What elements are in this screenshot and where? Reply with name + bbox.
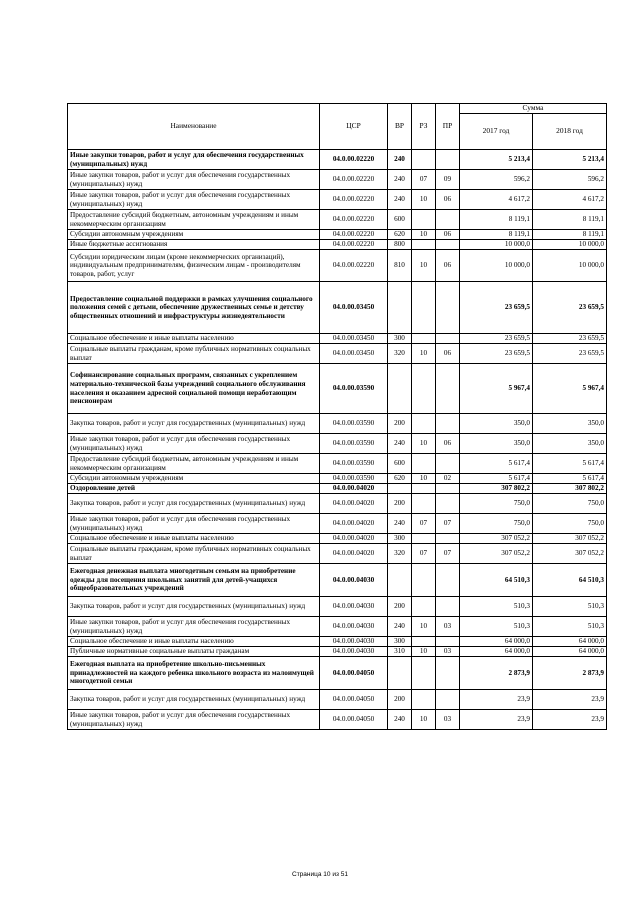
row-csr-cell: 04.0.00.02220	[320, 250, 388, 282]
row-pr-cell	[436, 657, 460, 690]
row-2018-cell: 750,0	[533, 514, 607, 534]
row-2018-cell: 8 119,1	[533, 230, 607, 240]
header-year-2017: 2017 год	[460, 114, 533, 150]
row-rz-cell: 10	[412, 434, 436, 454]
row-csr-cell: 04.0.00.04020	[320, 494, 388, 514]
table-row	[68, 494, 607, 514]
row-rz-cell	[412, 282, 436, 334]
row-2018-cell: 750,0	[533, 494, 607, 514]
row-name-cell: Софинансирование социальных программ, связанных с укреплением материально-технической базы учреждений социального обслуживания населения и оказанием адресной социальной помощи неработающим пенсионерам	[68, 364, 320, 414]
row-vr-cell: 240	[388, 434, 412, 454]
row-vr-cell: 620	[388, 230, 412, 240]
row-rz-cell	[412, 364, 436, 414]
row-2017-cell: 5 617,4	[460, 454, 533, 474]
row-rz-cell	[412, 334, 436, 344]
row-rz-cell: 10	[412, 647, 436, 657]
row-pr-cell	[436, 364, 460, 414]
header-csr: ЦСР	[320, 104, 388, 150]
table-row	[68, 564, 607, 597]
row-name-cell: Публичные нормативные социальные выплаты гражданам	[68, 647, 320, 657]
row-2018-cell: 5 617,4	[533, 454, 607, 474]
table-row	[68, 210, 607, 230]
table-row	[68, 514, 607, 534]
row-2017-cell: 350,0	[460, 414, 533, 434]
row-vr-cell: 200	[388, 690, 412, 710]
row-pr-cell: 06	[436, 230, 460, 240]
row-csr-cell: 04.0.00.03450	[320, 334, 388, 344]
row-pr-cell	[436, 240, 460, 250]
row-csr-cell: 04.0.00.03590	[320, 434, 388, 454]
row-csr-cell: 04.0.00.03450	[320, 344, 388, 364]
row-2018-cell: 64 000,0	[533, 647, 607, 657]
row-csr-cell: 04.0.00.02220	[320, 240, 388, 250]
row-name-cell: Закупка товаров, работ и услуг для государственных (муниципальных) нужд	[68, 597, 320, 617]
row-2017-cell: 510,3	[460, 597, 533, 617]
row-vr-cell: 800	[388, 240, 412, 250]
row-rz-cell	[412, 564, 436, 597]
row-name-cell: Иные бюджетные ассигнования	[68, 240, 320, 250]
row-2018-cell: 4 617,2	[533, 190, 607, 210]
row-2017-cell: 23 659,5	[460, 334, 533, 344]
row-2017-cell: 596,2	[460, 170, 533, 190]
table-row	[68, 150, 607, 170]
row-vr-cell: 200	[388, 414, 412, 434]
table-row	[68, 414, 607, 434]
row-vr-cell	[388, 564, 412, 597]
row-vr-cell	[388, 282, 412, 334]
row-2018-cell: 307 802,2	[533, 484, 607, 494]
table-row	[68, 597, 607, 617]
row-name-cell: Иные закупки товаров, работ и услуг для обеспечения государственных (муниципальных) нужд	[68, 150, 320, 170]
row-2018-cell: 510,3	[533, 597, 607, 617]
row-2017-cell: 10 000,0	[460, 240, 533, 250]
row-csr-cell: 04.0.00.02220	[320, 170, 388, 190]
row-pr-cell: 03	[436, 617, 460, 637]
row-rz-cell	[412, 690, 436, 710]
row-rz-cell: 10	[412, 190, 436, 210]
row-name-cell: Иные закупки товаров, работ и услуг для обеспечения государственных (муниципальных) нужд	[68, 617, 320, 637]
header-sum: Сумма	[460, 104, 607, 114]
row-2018-cell: 307 052,2	[533, 534, 607, 544]
row-name-cell: Субсидии юридическим лицам (кроме некоммерческих организаций), индивидуальным предпринимателям, физическим лицам - производителям товаров, работ, услуг	[68, 250, 320, 282]
header-year-2018: 2018 год	[533, 114, 607, 150]
row-vr-cell: 600	[388, 454, 412, 474]
row-csr-cell: 04.0.00.04030	[320, 637, 388, 647]
row-2017-cell: 307 052,2	[460, 544, 533, 564]
row-name-cell: Ежегодная денежная выплата многодетным семьям на приобретение одежды для посещения школьных занятий для детей-учащихся общеобразовательных учреждений	[68, 564, 320, 597]
header-rz: РЗ	[412, 104, 436, 150]
row-rz-cell	[412, 657, 436, 690]
row-vr-cell: 600	[388, 210, 412, 230]
row-name-cell: Социальное обеспечение и иные выплаты населению	[68, 534, 320, 544]
row-rz-cell	[412, 637, 436, 647]
row-csr-cell: 04.0.00.04030	[320, 564, 388, 597]
row-name-cell: Социальное обеспечение и иные выплаты населению	[68, 334, 320, 344]
table-row	[68, 454, 607, 474]
row-name-cell: Иные закупки товаров, работ и услуг для обеспечения государственных (муниципальных) нужд	[68, 434, 320, 454]
row-2017-cell: 23 659,5	[460, 282, 533, 334]
table-row	[68, 474, 607, 484]
row-pr-cell	[436, 484, 460, 494]
row-csr-cell: 04.0.00.04050	[320, 710, 388, 730]
table-row	[68, 282, 607, 334]
row-csr-cell: 04.0.00.04030	[320, 597, 388, 617]
row-2018-cell: 350,0	[533, 434, 607, 454]
row-2017-cell: 23 659,5	[460, 344, 533, 364]
row-rz-cell: 07	[412, 544, 436, 564]
row-rz-cell	[412, 534, 436, 544]
row-pr-cell	[436, 494, 460, 514]
row-pr-cell: 06	[436, 434, 460, 454]
page-number: Страница 10 из 51	[292, 871, 348, 878]
row-2017-cell: 750,0	[460, 494, 533, 514]
table-row	[68, 240, 607, 250]
row-vr-cell: 310	[388, 647, 412, 657]
row-name-cell: Оздоровление детей	[68, 484, 320, 494]
row-2017-cell: 64 000,0	[460, 637, 533, 647]
row-rz-cell: 10	[412, 230, 436, 240]
row-2017-cell: 23,9	[460, 710, 533, 730]
row-csr-cell: 04.0.00.04020	[320, 484, 388, 494]
row-2018-cell: 23,9	[533, 710, 607, 730]
row-2018-cell: 10 000,0	[533, 240, 607, 250]
row-2017-cell: 10 000,0	[460, 250, 533, 282]
row-vr-cell	[388, 484, 412, 494]
row-vr-cell: 320	[388, 344, 412, 364]
row-2018-cell: 307 052,2	[533, 544, 607, 564]
row-pr-cell: 03	[436, 710, 460, 730]
row-vr-cell	[388, 657, 412, 690]
row-name-cell: Закупка товаров, работ и услуг для государственных (муниципальных) нужд	[68, 690, 320, 710]
row-rz-cell	[412, 210, 436, 230]
table-row	[68, 434, 607, 454]
row-2018-cell: 510,3	[533, 617, 607, 637]
row-2017-cell: 64 510,3	[460, 564, 533, 597]
row-csr-cell: 04.0.00.03590	[320, 454, 388, 474]
row-vr-cell: 300	[388, 534, 412, 544]
table-body	[68, 150, 607, 730]
row-2018-cell: 350,0	[533, 414, 607, 434]
row-vr-cell: 240	[388, 617, 412, 637]
row-csr-cell: 04.0.00.03590	[320, 474, 388, 484]
row-vr-cell	[388, 364, 412, 414]
row-2018-cell: 23 659,5	[533, 334, 607, 344]
row-rz-cell	[412, 150, 436, 170]
budget-table	[67, 103, 607, 730]
row-pr-cell: 09	[436, 170, 460, 190]
row-2018-cell: 5 617,4	[533, 474, 607, 484]
row-2017-cell: 8 119,1	[460, 230, 533, 240]
row-name-cell: Социальное обеспечение и иные выплаты населению	[68, 637, 320, 647]
row-pr-cell	[436, 210, 460, 230]
row-2017-cell: 64 000,0	[460, 647, 533, 657]
row-2017-cell: 350,0	[460, 434, 533, 454]
row-rz-cell: 10	[412, 617, 436, 637]
row-name-cell: Субсидии автономным учреждениям	[68, 474, 320, 484]
row-2018-cell: 5 967,4	[533, 364, 607, 414]
table-row	[68, 657, 607, 690]
row-rz-cell	[412, 484, 436, 494]
row-2018-cell: 5 213,4	[533, 150, 607, 170]
row-rz-cell: 07	[412, 514, 436, 534]
row-2018-cell: 64 000,0	[533, 637, 607, 647]
row-rz-cell	[412, 494, 436, 514]
table-row	[68, 710, 607, 730]
row-vr-cell: 620	[388, 474, 412, 484]
table-row	[68, 637, 607, 647]
row-2017-cell: 750,0	[460, 514, 533, 534]
table-row	[68, 364, 607, 414]
table-row	[68, 534, 607, 544]
row-pr-cell	[436, 282, 460, 334]
row-rz-cell: 10	[412, 474, 436, 484]
row-pr-cell: 06	[436, 344, 460, 364]
row-pr-cell	[436, 414, 460, 434]
row-vr-cell: 240	[388, 190, 412, 210]
row-vr-cell: 320	[388, 544, 412, 564]
row-2018-cell: 23 659,5	[533, 282, 607, 334]
row-vr-cell: 200	[388, 494, 412, 514]
row-vr-cell: 240	[388, 514, 412, 534]
row-csr-cell: 04.0.00.02220	[320, 150, 388, 170]
row-pr-cell	[436, 534, 460, 544]
row-vr-cell: 240	[388, 170, 412, 190]
table-row	[68, 230, 607, 240]
row-2017-cell: 23,9	[460, 690, 533, 710]
row-csr-cell: 04.0.00.04050	[320, 690, 388, 710]
table-row	[68, 690, 607, 710]
row-csr-cell: 04.0.00.04020	[320, 534, 388, 544]
row-csr-cell: 04.0.00.03450	[320, 282, 388, 334]
header-vr: ВР	[388, 104, 412, 150]
row-rz-cell	[412, 414, 436, 434]
row-2018-cell: 23,9	[533, 690, 607, 710]
row-pr-cell	[436, 690, 460, 710]
row-pr-cell: 07	[436, 514, 460, 534]
row-name-cell: Иные закупки товаров, работ и услуг для обеспечения государственных (муниципальных) нужд	[68, 514, 320, 534]
row-name-cell: Закупка товаров, работ и услуг для государственных (муниципальных) нужд	[68, 414, 320, 434]
row-name-cell: Иные закупки товаров, работ и услуг для обеспечения государственных (муниципальных) нужд	[68, 710, 320, 730]
row-2017-cell: 307 052,2	[460, 534, 533, 544]
table-row	[68, 647, 607, 657]
row-csr-cell: 04.0.00.04030	[320, 647, 388, 657]
row-name-cell: Субсидии автономным учреждениям	[68, 230, 320, 240]
row-rz-cell: 07	[412, 170, 436, 190]
row-rz-cell	[412, 240, 436, 250]
row-2017-cell: 5 617,4	[460, 474, 533, 484]
row-pr-cell: 06	[436, 190, 460, 210]
row-pr-cell	[436, 564, 460, 597]
row-pr-cell	[436, 454, 460, 474]
table-row	[68, 544, 607, 564]
row-2018-cell: 8 119,1	[533, 210, 607, 230]
row-csr-cell: 04.0.00.02220	[320, 190, 388, 210]
row-2017-cell: 2 873,9	[460, 657, 533, 690]
row-pr-cell	[436, 334, 460, 344]
row-name-cell: Социальные выплаты гражданам, кроме публичных нормативных социальных выплат	[68, 344, 320, 364]
row-name-cell: Предоставление социальной поддержки в рамках улучшения социального положения семей с детьми, обеспечение дружественных семье и детству общественных отношений и инфраструктуры жизнедеятельности	[68, 282, 320, 334]
row-2017-cell: 5 213,4	[460, 150, 533, 170]
row-rz-cell	[412, 597, 436, 617]
table-row	[68, 617, 607, 637]
row-vr-cell: 240	[388, 150, 412, 170]
table-row	[68, 484, 607, 494]
row-name-cell: Закупка товаров, работ и услуг для государственных (муниципальных) нужд	[68, 494, 320, 514]
row-rz-cell	[412, 454, 436, 474]
table-row	[68, 170, 607, 190]
row-2017-cell: 8 119,1	[460, 210, 533, 230]
row-vr-cell: 810	[388, 250, 412, 282]
row-pr-cell	[436, 597, 460, 617]
row-csr-cell: 04.0.00.02220	[320, 210, 388, 230]
row-name-cell: Иные закупки товаров, работ и услуг для обеспечения государственных (муниципальных) нужд	[68, 170, 320, 190]
table-row	[68, 334, 607, 344]
row-csr-cell: 04.0.00.04050	[320, 657, 388, 690]
row-2018-cell: 596,2	[533, 170, 607, 190]
row-2017-cell: 307 802,2	[460, 484, 533, 494]
row-pr-cell: 06	[436, 250, 460, 282]
row-2017-cell: 510,3	[460, 617, 533, 637]
row-vr-cell: 300	[388, 637, 412, 647]
row-2018-cell: 10 000,0	[533, 250, 607, 282]
row-rz-cell: 10	[412, 710, 436, 730]
row-name-cell: Социальные выплаты гражданам, кроме публичных нормативных социальных выплат	[68, 544, 320, 564]
row-2018-cell: 23 659,5	[533, 344, 607, 364]
row-vr-cell: 300	[388, 334, 412, 344]
row-2017-cell: 5 967,4	[460, 364, 533, 414]
row-csr-cell: 04.0.00.03590	[320, 414, 388, 434]
row-csr-cell: 04.0.00.04020	[320, 514, 388, 534]
row-vr-cell: 200	[388, 597, 412, 617]
row-name-cell: Ежегодная выплата на приобретение школьно-письменных принадлежностей на каждого ребенка школьного возраста из малоимущей многодетной семьи	[68, 657, 320, 690]
row-2018-cell: 64 510,3	[533, 564, 607, 597]
row-name-cell: Предоставление субсидий бюджетным, автономным учреждениям и иным некоммерческим организациям	[68, 210, 320, 230]
row-csr-cell: 04.0.00.02220	[320, 230, 388, 240]
table-row	[68, 250, 607, 282]
row-name-cell: Иные закупки товаров, работ и услуг для обеспечения государственных (муниципальных) нужд	[68, 190, 320, 210]
row-2017-cell: 4 617,2	[460, 190, 533, 210]
row-csr-cell: 04.0.00.03590	[320, 364, 388, 414]
row-pr-cell: 07	[436, 544, 460, 564]
row-pr-cell: 03	[436, 647, 460, 657]
header-pr: ПР	[436, 104, 460, 150]
row-pr-cell	[436, 637, 460, 647]
row-csr-cell: 04.0.00.04030	[320, 617, 388, 637]
table-row	[68, 190, 607, 210]
row-rz-cell: 10	[412, 250, 436, 282]
row-pr-cell	[436, 150, 460, 170]
row-2018-cell: 2 873,9	[533, 657, 607, 690]
row-vr-cell: 240	[388, 710, 412, 730]
row-rz-cell: 10	[412, 344, 436, 364]
row-csr-cell: 04.0.00.04020	[320, 544, 388, 564]
row-name-cell: Предоставление субсидий бюджетным, автономным учреждениям и иным некоммерческим организациям	[68, 454, 320, 474]
header-name: Наименование	[68, 104, 320, 150]
row-pr-cell: 02	[436, 474, 460, 484]
table-row	[68, 344, 607, 364]
